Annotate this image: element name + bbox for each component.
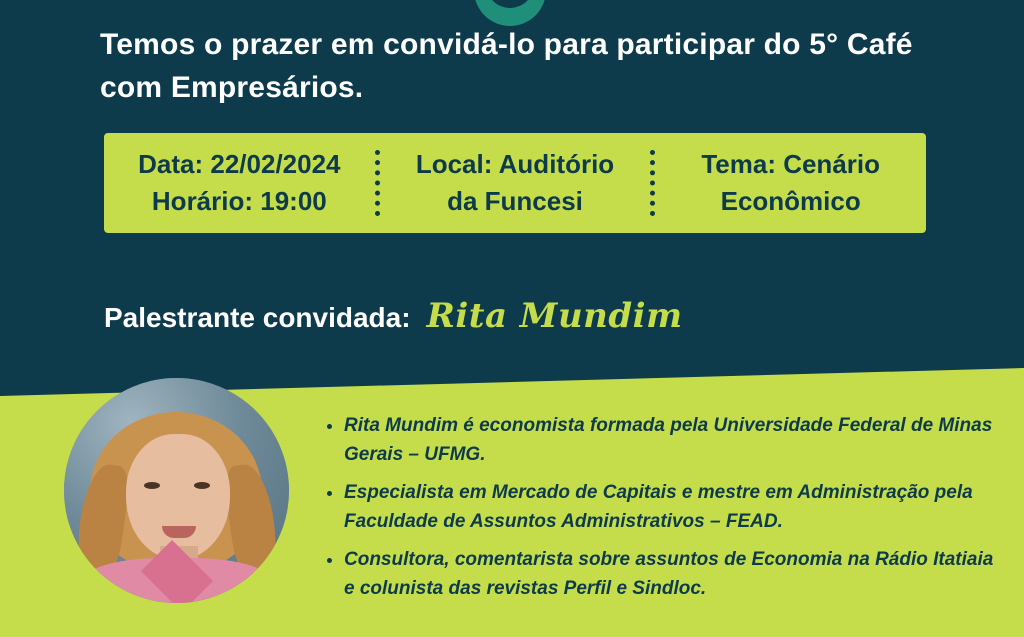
speaker-line — [104, 296, 683, 336]
event-detail-theme-line1: Tema: Cenário — [701, 149, 881, 180]
page-title: Temos o prazer em convidá-lo para participar do 5° Café com Empresários. — [100, 28, 913, 104]
speaker-photo — [64, 378, 289, 603]
photo-face — [126, 434, 230, 560]
event-detail-theme-line2: Econômico — [720, 186, 861, 216]
event-detail-location-line2: da Funcesi — [447, 186, 583, 216]
event-detail-theme — [655, 146, 926, 220]
list-item: • Especialista em Mercado de Capitais e mestre em Administração pela Faculdade de Assuntos Administrativos – FEAD. — [344, 479, 994, 536]
speaker-bio-list — [322, 412, 994, 613]
list-item: • Consultora, comentarista sobre assuntos de Economia na Rádio Itatiaia e colunista das revistas Perfil e Sindloc. — [344, 546, 994, 603]
event-detail-date-line2: Horário: 19:00 — [151, 186, 327, 216]
photo-eye-right — [194, 482, 210, 489]
speaker-label: Palestrante convidada: — [104, 302, 411, 333]
photo-eye-left — [144, 482, 160, 489]
speaker-name: Rita Mundim — [426, 296, 683, 336]
event-detail-location-line1: Local: Auditório — [415, 149, 615, 180]
event-detail-date — [104, 146, 375, 220]
event-detail-location — [380, 146, 651, 220]
event-details-band — [104, 133, 926, 233]
event-detail-date-line1: Data: 22/02/2024 — [138, 149, 341, 180]
list-item: • Rita Mundim é economista formada pela Universidade Federal de Minas Gerais – UFMG. — [344, 412, 994, 469]
